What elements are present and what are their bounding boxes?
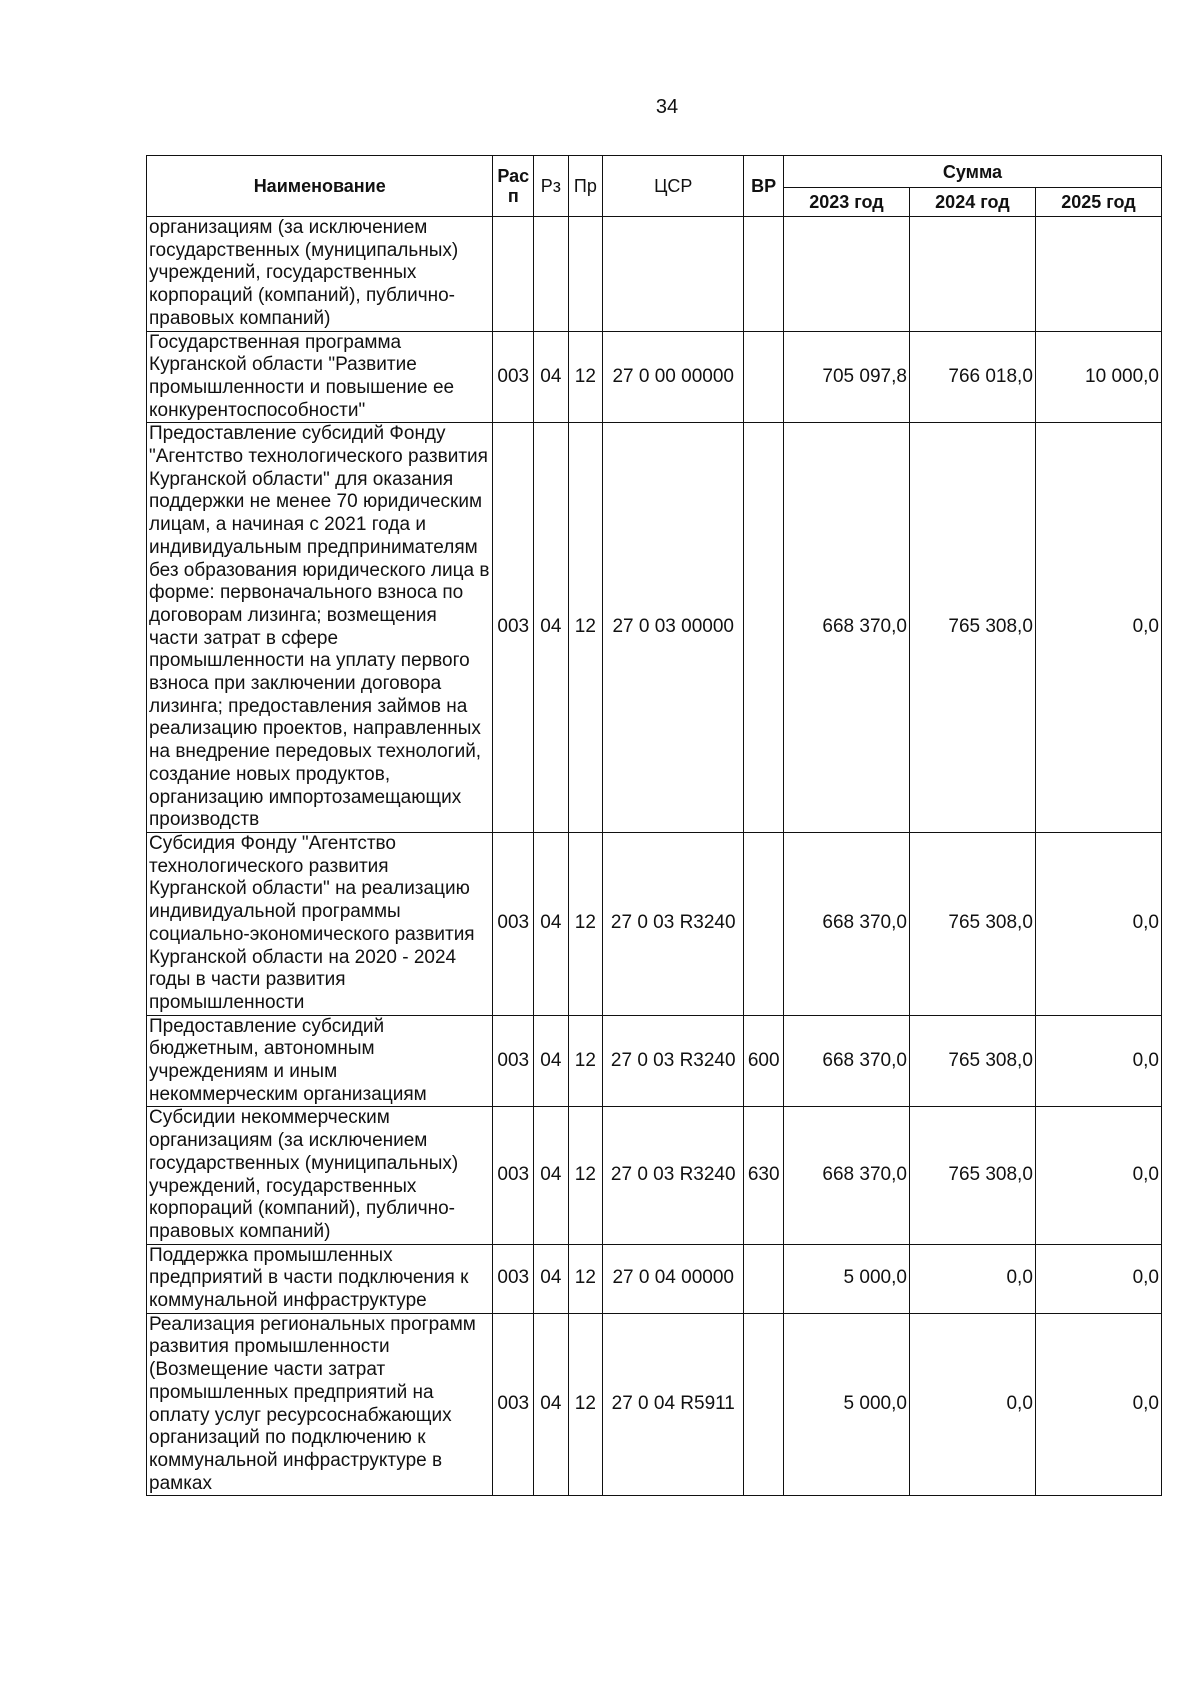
cell-2023: 668 370,0: [783, 423, 909, 833]
table-row: [147, 1015, 1162, 1107]
cell-csr: 27 0 03 R3240: [603, 1015, 744, 1107]
table-row: [147, 1107, 1162, 1244]
cell-name: Реализация региональных программ развития промышленности (Возмещение части затрат промышленных предприятий на оплату услуг ресурсоснабжающих организаций по подключению к коммунальной инфраструктуре в рамках: [147, 1313, 493, 1496]
col-header-2025: 2025 год: [1035, 188, 1161, 217]
cell-vr: 630: [744, 1107, 784, 1244]
cell-name: Государственная программа Курганской области "Развитие промышленности и повышение ее конкурентоспособности": [147, 331, 493, 423]
cell-vr: [744, 1313, 784, 1496]
cell-name: Предоставление субсидий Фонду "Агентство технологического развития Курганской области" для оказания поддержки не менее 70 юридическим лицам, а начиная с 2021 года и индивидуальным предпринимателям без образования юридического лица в форме: первоначального взноса по договорам лизинга; возмещения части затрат в сфере промышленности на уплату первого взноса при заключении договора лизинга; предоставления займов на реализацию проектов, направленных на внедрение передовых технологий, создание новых продуктов, организацию импортозамещающих производств: [147, 423, 493, 833]
cell-pr: 12: [568, 832, 603, 1015]
col-header-csr: ЦСР: [603, 156, 744, 217]
header-row: [147, 156, 1162, 188]
cell-vr: [744, 423, 784, 833]
cell-2025: 0,0: [1035, 1107, 1161, 1244]
cell-rasp: 003: [493, 1107, 534, 1244]
col-header-rasp: Рас п: [493, 156, 534, 217]
cell-2025: 0,0: [1035, 1313, 1161, 1496]
col-header-rz: Рз: [534, 156, 569, 217]
col-header-2023: 2023 год: [783, 188, 909, 217]
cell-2023: 668 370,0: [783, 832, 909, 1015]
cell-vr: 600: [744, 1015, 784, 1107]
cell-csr: 27 0 04 R5911: [603, 1313, 744, 1496]
cell-rz: 04: [534, 832, 569, 1015]
table-row: [147, 832, 1162, 1015]
cell-pr: 12: [568, 423, 603, 833]
cell-2024: 765 308,0: [909, 1015, 1035, 1107]
table-row: [147, 331, 1162, 423]
cell-rz: 04: [534, 1015, 569, 1107]
cell-rasp: 003: [493, 1313, 534, 1496]
cell-2025: 0,0: [1035, 1015, 1161, 1107]
cell-rasp: 003: [493, 1244, 534, 1313]
cell-2024: 765 308,0: [909, 832, 1035, 1015]
cell-csr: 27 0 03 R3240: [603, 1107, 744, 1244]
col-header-2024: 2024 год: [909, 188, 1035, 217]
cell-rz: [534, 217, 569, 332]
cell-2024: 0,0: [909, 1244, 1035, 1313]
table-row: [147, 1313, 1162, 1496]
cell-2025: 10 000,0: [1035, 331, 1161, 423]
cell-2025: 0,0: [1035, 832, 1161, 1015]
cell-2023: 5 000,0: [783, 1313, 909, 1496]
cell-rasp: 003: [493, 1015, 534, 1107]
cell-rasp: 003: [493, 832, 534, 1015]
table-row: [147, 1244, 1162, 1313]
col-header-sum: Сумма: [783, 156, 1161, 188]
cell-2023: [783, 217, 909, 332]
page-number: 34: [655, 96, 679, 118]
cell-pr: [568, 217, 603, 332]
table-row: [147, 217, 1162, 332]
cell-name: Поддержка промышленных предприятий в части подключения к коммунальной инфраструктуре: [147, 1244, 493, 1313]
cell-vr: [744, 217, 784, 332]
cell-pr: 12: [568, 1015, 603, 1107]
col-header-name: Наименование: [147, 156, 493, 217]
cell-rasp: [493, 217, 534, 332]
col-header-vr: ВР: [744, 156, 784, 217]
cell-rasp: 003: [493, 423, 534, 833]
cell-vr: [744, 1244, 784, 1313]
cell-name: организациям (за исключением государственных (муниципальных) учреждений, государственных корпораций (компаний), публично-правовых компаний): [147, 217, 493, 332]
col-header-pr: Пр: [568, 156, 603, 217]
cell-vr: [744, 832, 784, 1015]
cell-csr: 27 0 03 R3240: [603, 832, 744, 1015]
cell-rz: 04: [534, 331, 569, 423]
cell-rz: 04: [534, 423, 569, 833]
cell-pr: 12: [568, 1244, 603, 1313]
cell-rz: 04: [534, 1107, 569, 1244]
cell-2023: 668 370,0: [783, 1015, 909, 1107]
cell-2024: 765 308,0: [909, 1107, 1035, 1244]
cell-2024: 765 308,0: [909, 423, 1035, 833]
cell-rz: 04: [534, 1244, 569, 1313]
cell-name: Предоставление субсидий бюджетным, автономным учреждениям и иным некоммерческим организациям: [147, 1015, 493, 1107]
cell-2024: 766 018,0: [909, 331, 1035, 423]
cell-csr: 27 0 03 00000: [603, 423, 744, 833]
cell-pr: 12: [568, 331, 603, 423]
cell-2023: 705 097,8: [783, 331, 909, 423]
cell-name: Субсидии некоммерческим организациям (за исключением государственных (муниципальных) учреждений, государственных корпораций (компаний), публично-правовых компаний): [147, 1107, 493, 1244]
cell-2025: 0,0: [1035, 423, 1161, 833]
cell-rz: 04: [534, 1313, 569, 1496]
cell-pr: 12: [568, 1313, 603, 1496]
cell-2024: [909, 217, 1035, 332]
cell-csr: 27 0 00 00000: [603, 331, 744, 423]
cell-csr: 27 0 04 00000: [603, 1244, 744, 1313]
cell-rasp: 003: [493, 331, 534, 423]
cell-pr: 12: [568, 1107, 603, 1244]
budget-table: [146, 155, 1162, 1496]
cell-vr: [744, 331, 784, 423]
cell-csr: [603, 217, 744, 332]
cell-2025: 0,0: [1035, 1244, 1161, 1313]
table-row: [147, 423, 1162, 833]
cell-2023: 668 370,0: [783, 1107, 909, 1244]
cell-name: Субсидия Фонду "Агентство технологического развития Курганской области" на реализацию индивидуальной программы социально-экономического развития Курганской области на 2020 - 2024 годы в части развития промышленности: [147, 832, 493, 1015]
cell-2024: 0,0: [909, 1313, 1035, 1496]
cell-2025: [1035, 217, 1161, 332]
cell-2023: 5 000,0: [783, 1244, 909, 1313]
